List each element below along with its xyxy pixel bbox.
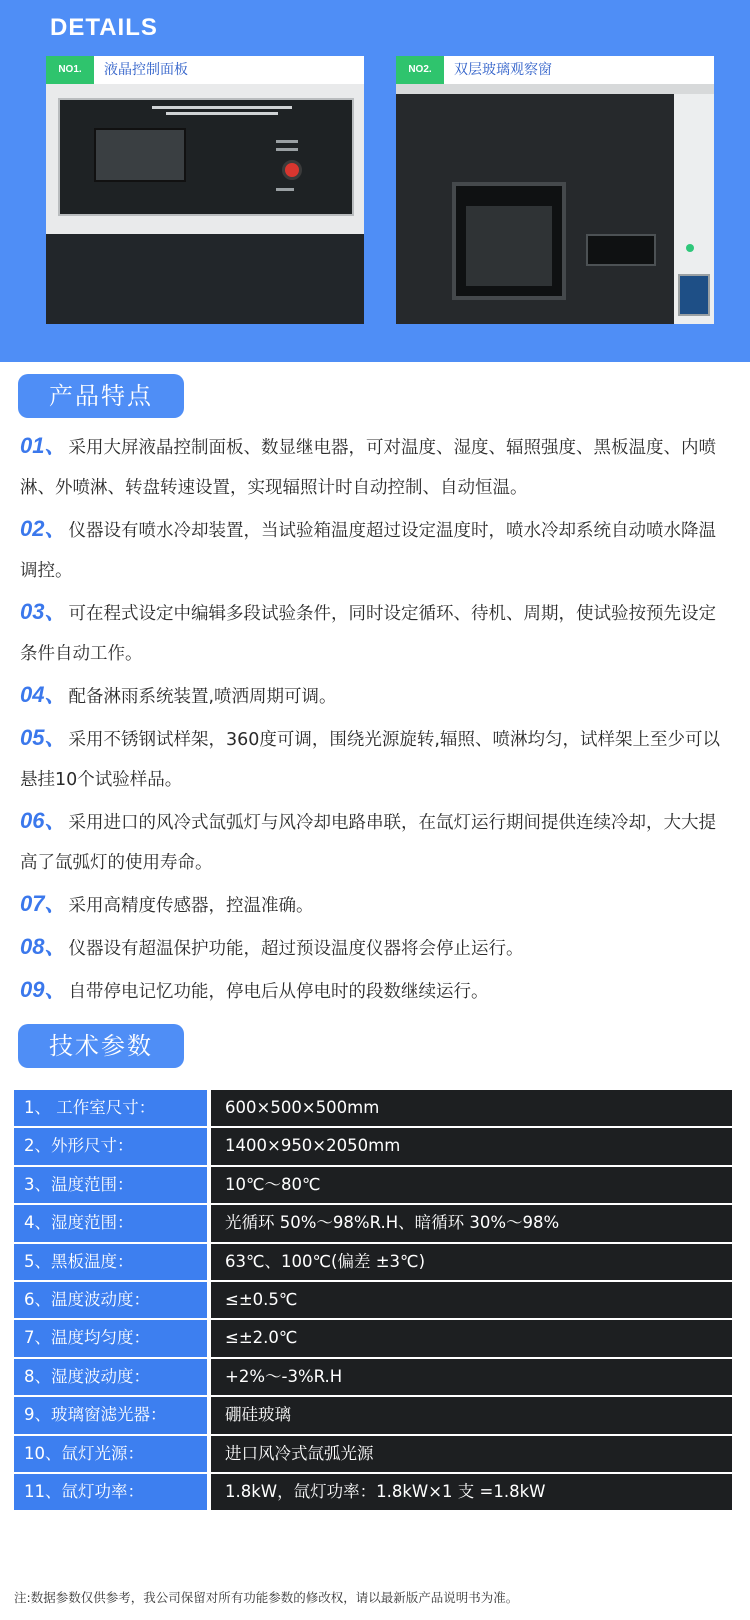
table-row (14, 1090, 732, 1128)
feature-item (20, 927, 732, 969)
spec-key: 7、温度均匀度： (14, 1320, 207, 1356)
cabinet-body (46, 234, 364, 324)
feature-item (20, 509, 732, 591)
spec-key: 5、黑板温度： (14, 1244, 207, 1280)
spec-value: 10℃～80℃ (211, 1167, 732, 1203)
spec-key: 10、氙灯光源： (14, 1436, 207, 1472)
feature-text: 可在程式设定中编辑多段试验条件，同时设定循环、待机、周期，使试验按预先设定条件自动工作。 (20, 604, 716, 664)
spec-value: 进口风冷式氙弧光源 (211, 1436, 732, 1472)
control-panel-photo (46, 84, 364, 324)
feature-number: 04、 (20, 682, 67, 707)
spec-key: 4、湿度范围： (14, 1205, 207, 1241)
feature-text: 仪器设有超温保护功能，超过预设温度仪器将会停止运行。 (68, 939, 524, 959)
feature-number: 01、 (20, 433, 67, 458)
feature-item (20, 426, 732, 508)
detail-card-observation-window (396, 56, 714, 324)
table-row (14, 1359, 732, 1397)
spec-key: 6、温度波动度： (14, 1282, 207, 1318)
feature-text: 自带停电记忆功能，停电后从停电时的段数继续运行。 (68, 982, 489, 1002)
feature-number: 06、 (20, 808, 67, 833)
details-banner (0, 0, 750, 362)
feature-item (20, 970, 732, 1012)
spec-key: 1、 工作室尺寸： (14, 1090, 207, 1126)
feature-item (20, 592, 732, 674)
table-row (14, 1128, 732, 1166)
meter-icon (678, 274, 710, 316)
feature-text: 配备淋雨系统装置,喷洒周期可调。 (68, 687, 337, 707)
lcd-control-panel (58, 98, 354, 216)
table-row (14, 1436, 732, 1474)
feature-text: 采用进口的风冷式氙弧灯与风冷却电路串联，在氙灯运行期间提供连续冷却，大大提高了氙弧灯的使用寿命。 (20, 813, 716, 873)
spec-key: 8、湿度波动度： (14, 1359, 207, 1395)
feature-text: 采用高精度传感器，控温准确。 (68, 896, 314, 916)
feature-number: 02、 (20, 516, 67, 541)
card-number-badge: NO2. (396, 56, 444, 84)
spec-value: ≤±0.5℃ (211, 1282, 732, 1318)
card-label: 双层玻璃观察窗 (454, 62, 552, 78)
table-row (14, 1474, 732, 1512)
spec-value: 硼硅玻璃 (211, 1397, 732, 1433)
detail-card-control-panel (46, 56, 364, 324)
feature-number: 05、 (20, 725, 67, 750)
feature-item (20, 718, 732, 800)
spec-key: 11、氙灯功率： (14, 1474, 207, 1510)
features-list (20, 426, 732, 1013)
specs-heading: 技术参数 (18, 1024, 184, 1068)
spec-value: 63℃、100℃(偏差 ±3℃) (211, 1244, 732, 1280)
card-header (396, 56, 714, 84)
feature-item (20, 884, 732, 926)
table-row (14, 1244, 732, 1282)
feature-text: 采用不锈钢试样架，360度可调，围绕光源旋转,辐照、喷淋均匀，试样架上至少可以悬挂10个试验样品。 (20, 730, 720, 790)
chamber-door (396, 94, 674, 324)
feature-number: 08、 (20, 934, 67, 959)
spec-value: 1400×950×2050mm (211, 1128, 732, 1164)
spec-key: 2、外形尺寸： (14, 1128, 207, 1164)
feature-number: 07、 (20, 891, 67, 916)
spec-value: 600×500×500mm (211, 1090, 732, 1126)
spec-key: 9、玻璃窗滤光器： (14, 1397, 207, 1433)
feature-item (20, 801, 732, 883)
spec-key: 3、温度范围： (14, 1167, 207, 1203)
specs-table (14, 1090, 732, 1512)
table-row (14, 1397, 732, 1435)
feature-text: 仪器设有喷水冷却装置，当试验箱温度超过设定温度时，喷水冷却系统自动喷水降温调控。 (20, 521, 716, 581)
glass-window (452, 182, 566, 300)
disclaimer-note: 注:数据参数仅供参考，我公司保留对所有功能参数的修改权，请以最新版产品说明书为准。 (14, 1590, 519, 1605)
feature-number: 03、 (20, 599, 67, 624)
table-row (14, 1167, 732, 1205)
indicator-lamp-icon (686, 244, 694, 252)
emergency-stop-button-image (282, 160, 302, 180)
lcd-screen (94, 128, 186, 182)
table-row (14, 1320, 732, 1358)
card-header (46, 56, 364, 84)
spec-value: 光循环 50%～98%R.H、暗循环 30%～98% (211, 1205, 732, 1241)
door-handle (586, 234, 656, 266)
spec-value: +2%～-3%R.H (211, 1359, 732, 1395)
features-heading: 产品特点 (18, 374, 184, 418)
card-label: 液晶控制面板 (104, 62, 188, 78)
table-row (14, 1282, 732, 1320)
observation-window-photo (396, 84, 714, 324)
spec-value: 1.8kW，氙灯功率：1.8kW×1 支 =1.8kW (211, 1474, 732, 1510)
feature-item (20, 675, 732, 717)
feature-number: 09、 (20, 977, 67, 1002)
spec-value: ≤±2.0℃ (211, 1320, 732, 1356)
table-row (14, 1205, 732, 1243)
feature-text: 采用大屏液晶控制面板、数显继电器，可对温度、湿度、辐照强度、黑板温度、内喷淋、外喷淋、转盘转速设置，实现辐照计时自动控制、自动恒温。 (20, 438, 716, 498)
card-number-badge: NO1. (46, 56, 94, 84)
details-title: DETAILS (50, 14, 158, 41)
